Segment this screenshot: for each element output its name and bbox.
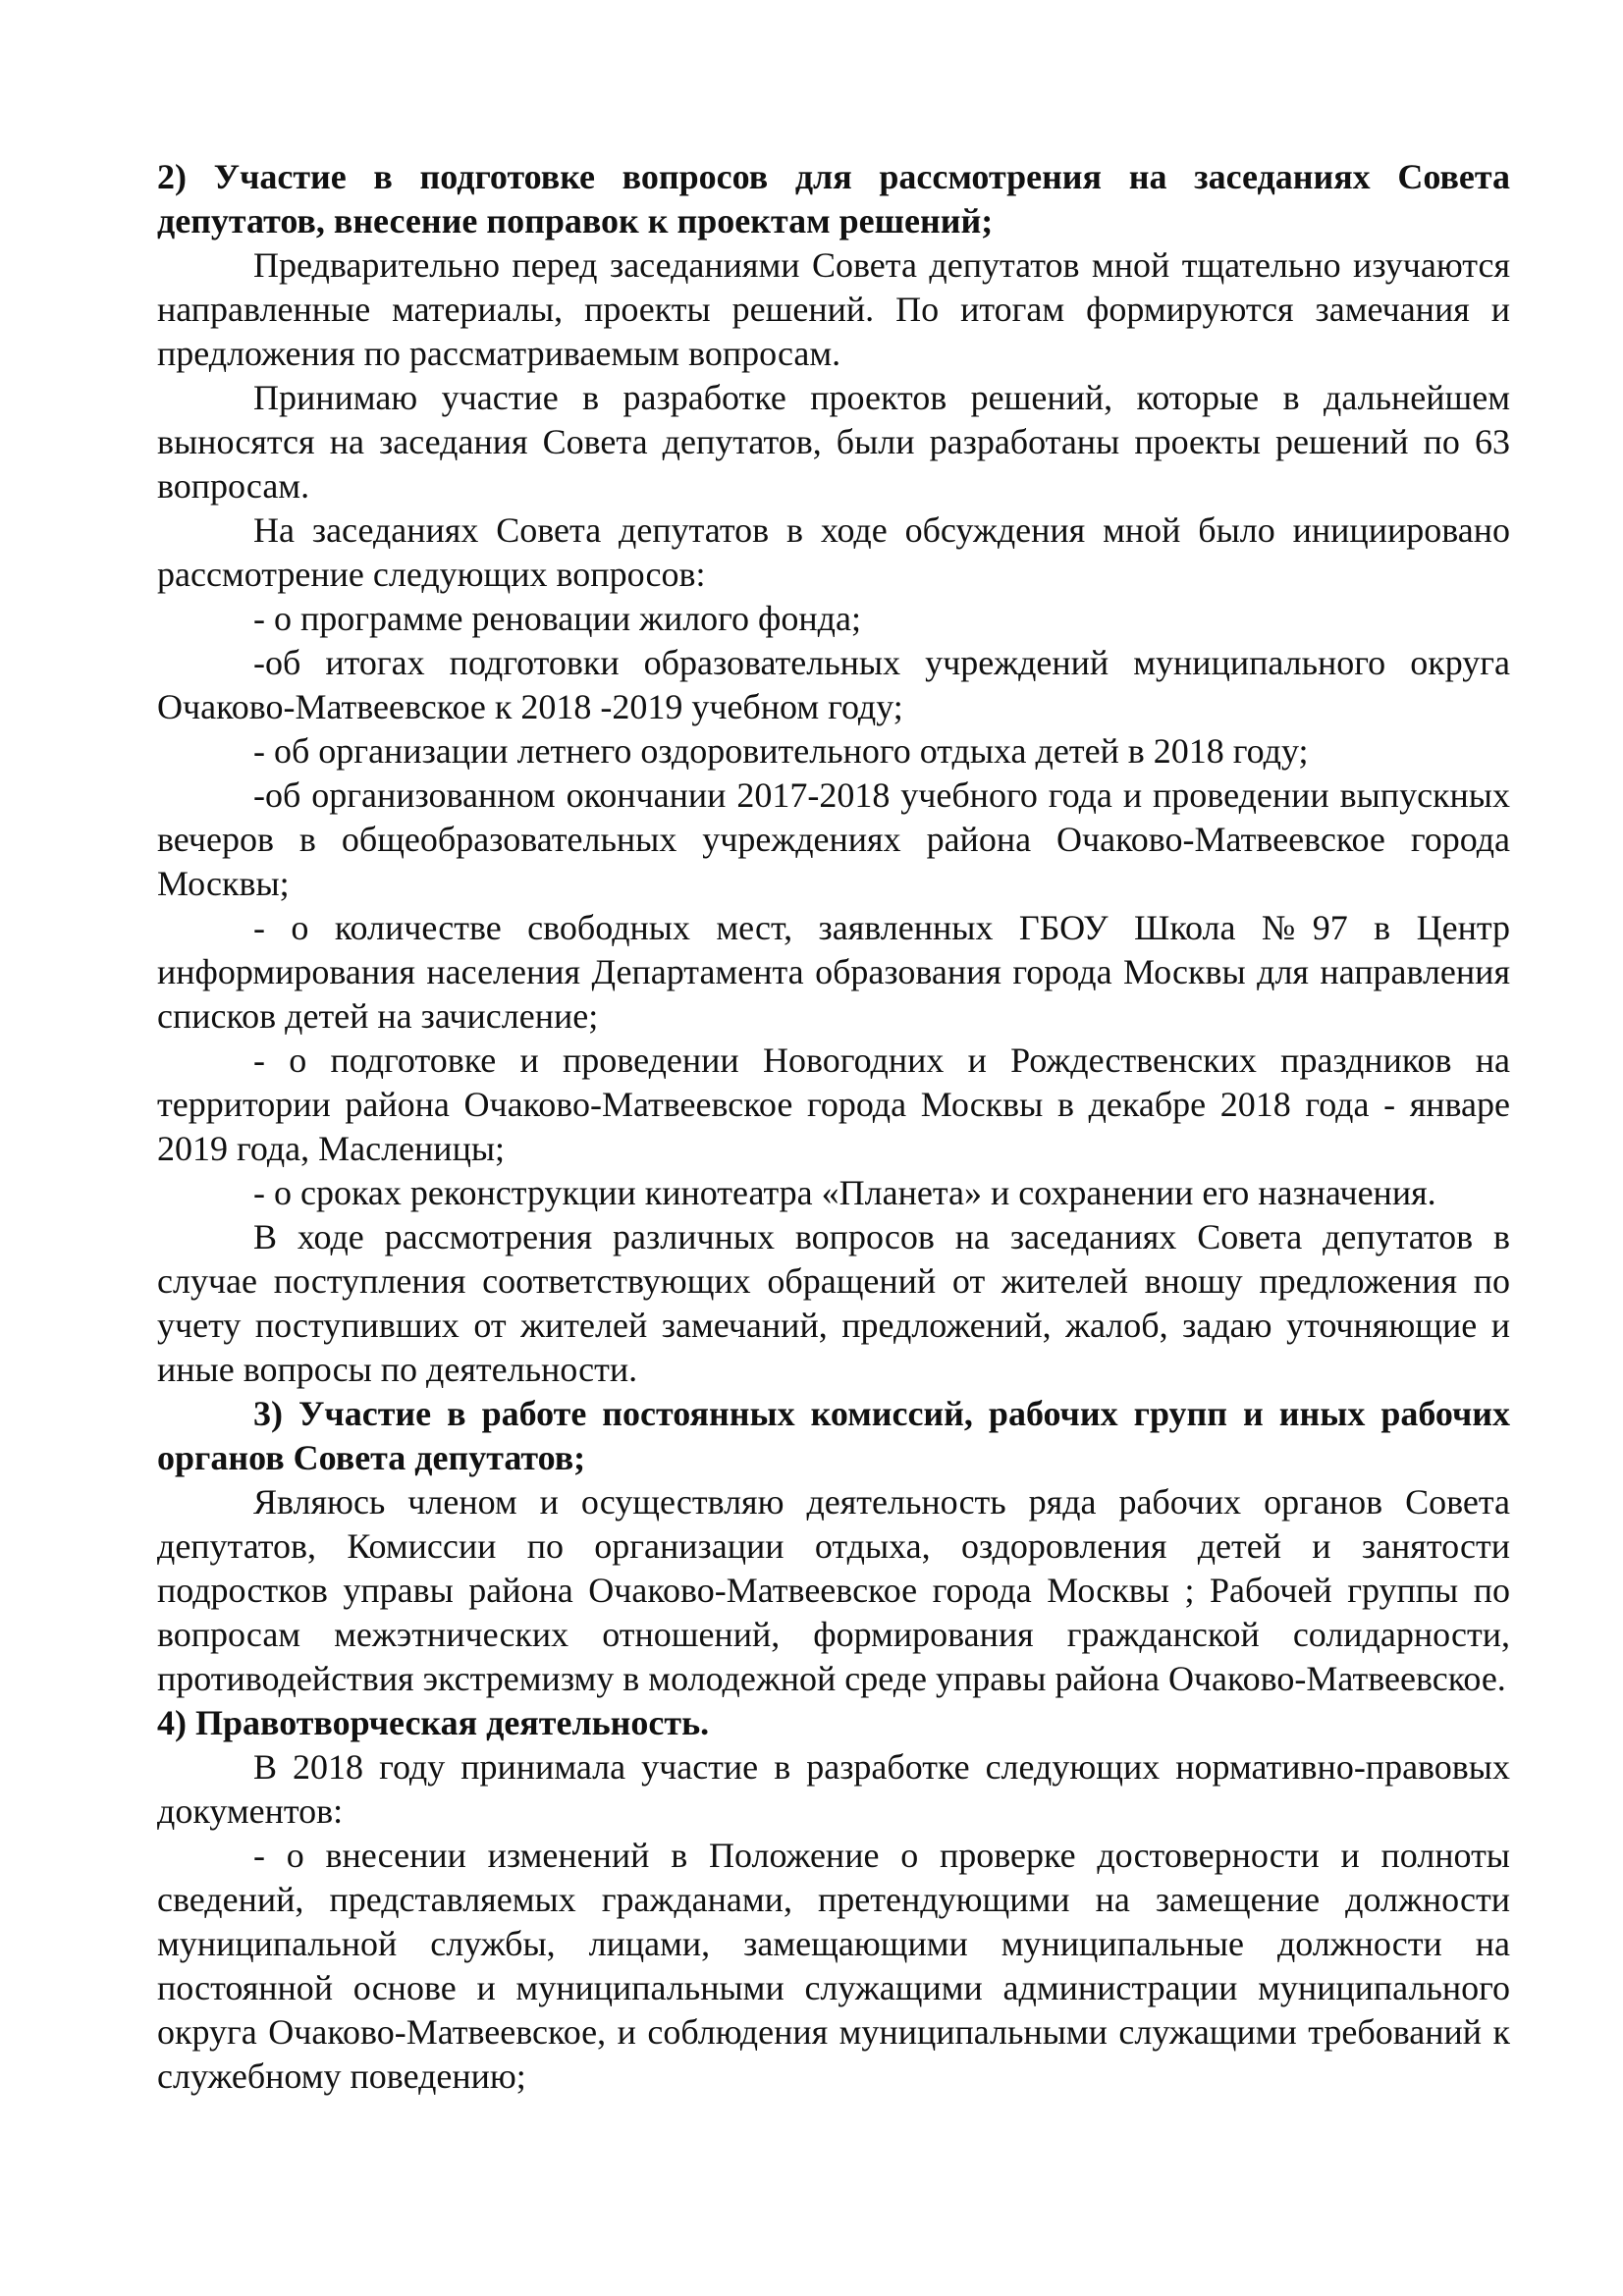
paragraph: На заседаниях Совета депутатов в ходе обсуждения мной было инициировано рассмотрение следующих вопросов: bbox=[157, 510, 1510, 594]
paragraph: Предварительно перед заседаниями Совета депутатов мной тщательно изучаются направленные материалы, проекты решений. По итогам формируются замечания и предложения по рассматриваемым вопросам. bbox=[157, 245, 1510, 373]
list-item: - о внесении изменений в Положение о проверке достоверности и полноты сведений, представляемых гражданами, претендующими на замещение должности муниципальной службы, лицами, замещающими муниципальные должности на постоянной основе и муниципальными служащими администрации муниципального округа Очаково-Матвеевское, и соблюдения муниципальными служащими требований к служебному поведению; bbox=[157, 1836, 1510, 2096]
paragraph: В ходе рассмотрения различных вопросов на заседаниях Совета депутатов в случае поступления соответствующих обращений от жителей вношу предложения по учету поступивших от жителей замечаний, предложений, жалоб, задаю уточняющие и иные вопросы по деятельности. bbox=[157, 1217, 1510, 1389]
list-item: - о подготовке и проведении Новогодних и Рождественских праздников на территории района Очаково-Матвеевское города Москвы в декабре 2018 года - январе 2019 года, Масленицы; bbox=[157, 1041, 1510, 1168]
section-heading-3: 3) Участие в работе постоянных комиссий, рабочих групп и иных рабочих органов Совета депутатов; bbox=[157, 1394, 1510, 1477]
list-item: - о сроках реконструкции кинотеатра «Планета» и сохранении его назначения. bbox=[253, 1173, 1436, 1212]
paragraph: Принимаю участие в разработке проектов решений, которые в дальнейшем выносятся на заседания Совета депутатов, были разработаны проекты решений по 63 вопросам. bbox=[157, 378, 1510, 506]
document-page bbox=[157, 155, 1510, 2099]
list-item: - о программе реновации жилого фонда; bbox=[253, 599, 861, 638]
section-heading-2: 2) Участие в подготовке вопросов для рассмотрения на заседаниях Совета депутатов, внесение поправок к проектам решений; bbox=[157, 157, 1510, 240]
list-item: -об организованном окончании 2017-2018 учебного года и проведении выпускных вечеров в общеобразовательных учреждениях района Очаково-Матвеевское города Москвы; bbox=[157, 775, 1510, 903]
list-item: - о количестве свободных мест, заявленных ГБОУ Школа №97 в Центр информирования населения Департамента образования города Москвы для направления списков детей на зачисление; bbox=[157, 908, 1510, 1036]
paragraph: В 2018 году принимала участие в разработке следующих нормативно-правовых документов: bbox=[157, 1747, 1510, 1831]
list-item: - об организации летнего оздоровительного отдыха детей в 2018 году; bbox=[253, 731, 1309, 771]
section-heading-4: 4) Правотворческая деятельность. bbox=[157, 1703, 710, 1742]
paragraph: Являюсь членом и осуществляю деятельность ряда рабочих органов Совета депутатов, Комиссии по организации отдыха, оздоровления детей и занятости подростков управы района Очаково-Матвеевское города Москвы ; Рабочей группы по вопросам межэтнических отношений, формирования гражданской солидарности, противодействия экстремизму в молодежной среде управы района Очаково-Матвеевское. bbox=[157, 1482, 1510, 1698]
list-item: -об итогах подготовки образовательных учреждений муниципального округа Очаково-Матвеевское к 2018 -2019 учебном году; bbox=[157, 643, 1510, 726]
